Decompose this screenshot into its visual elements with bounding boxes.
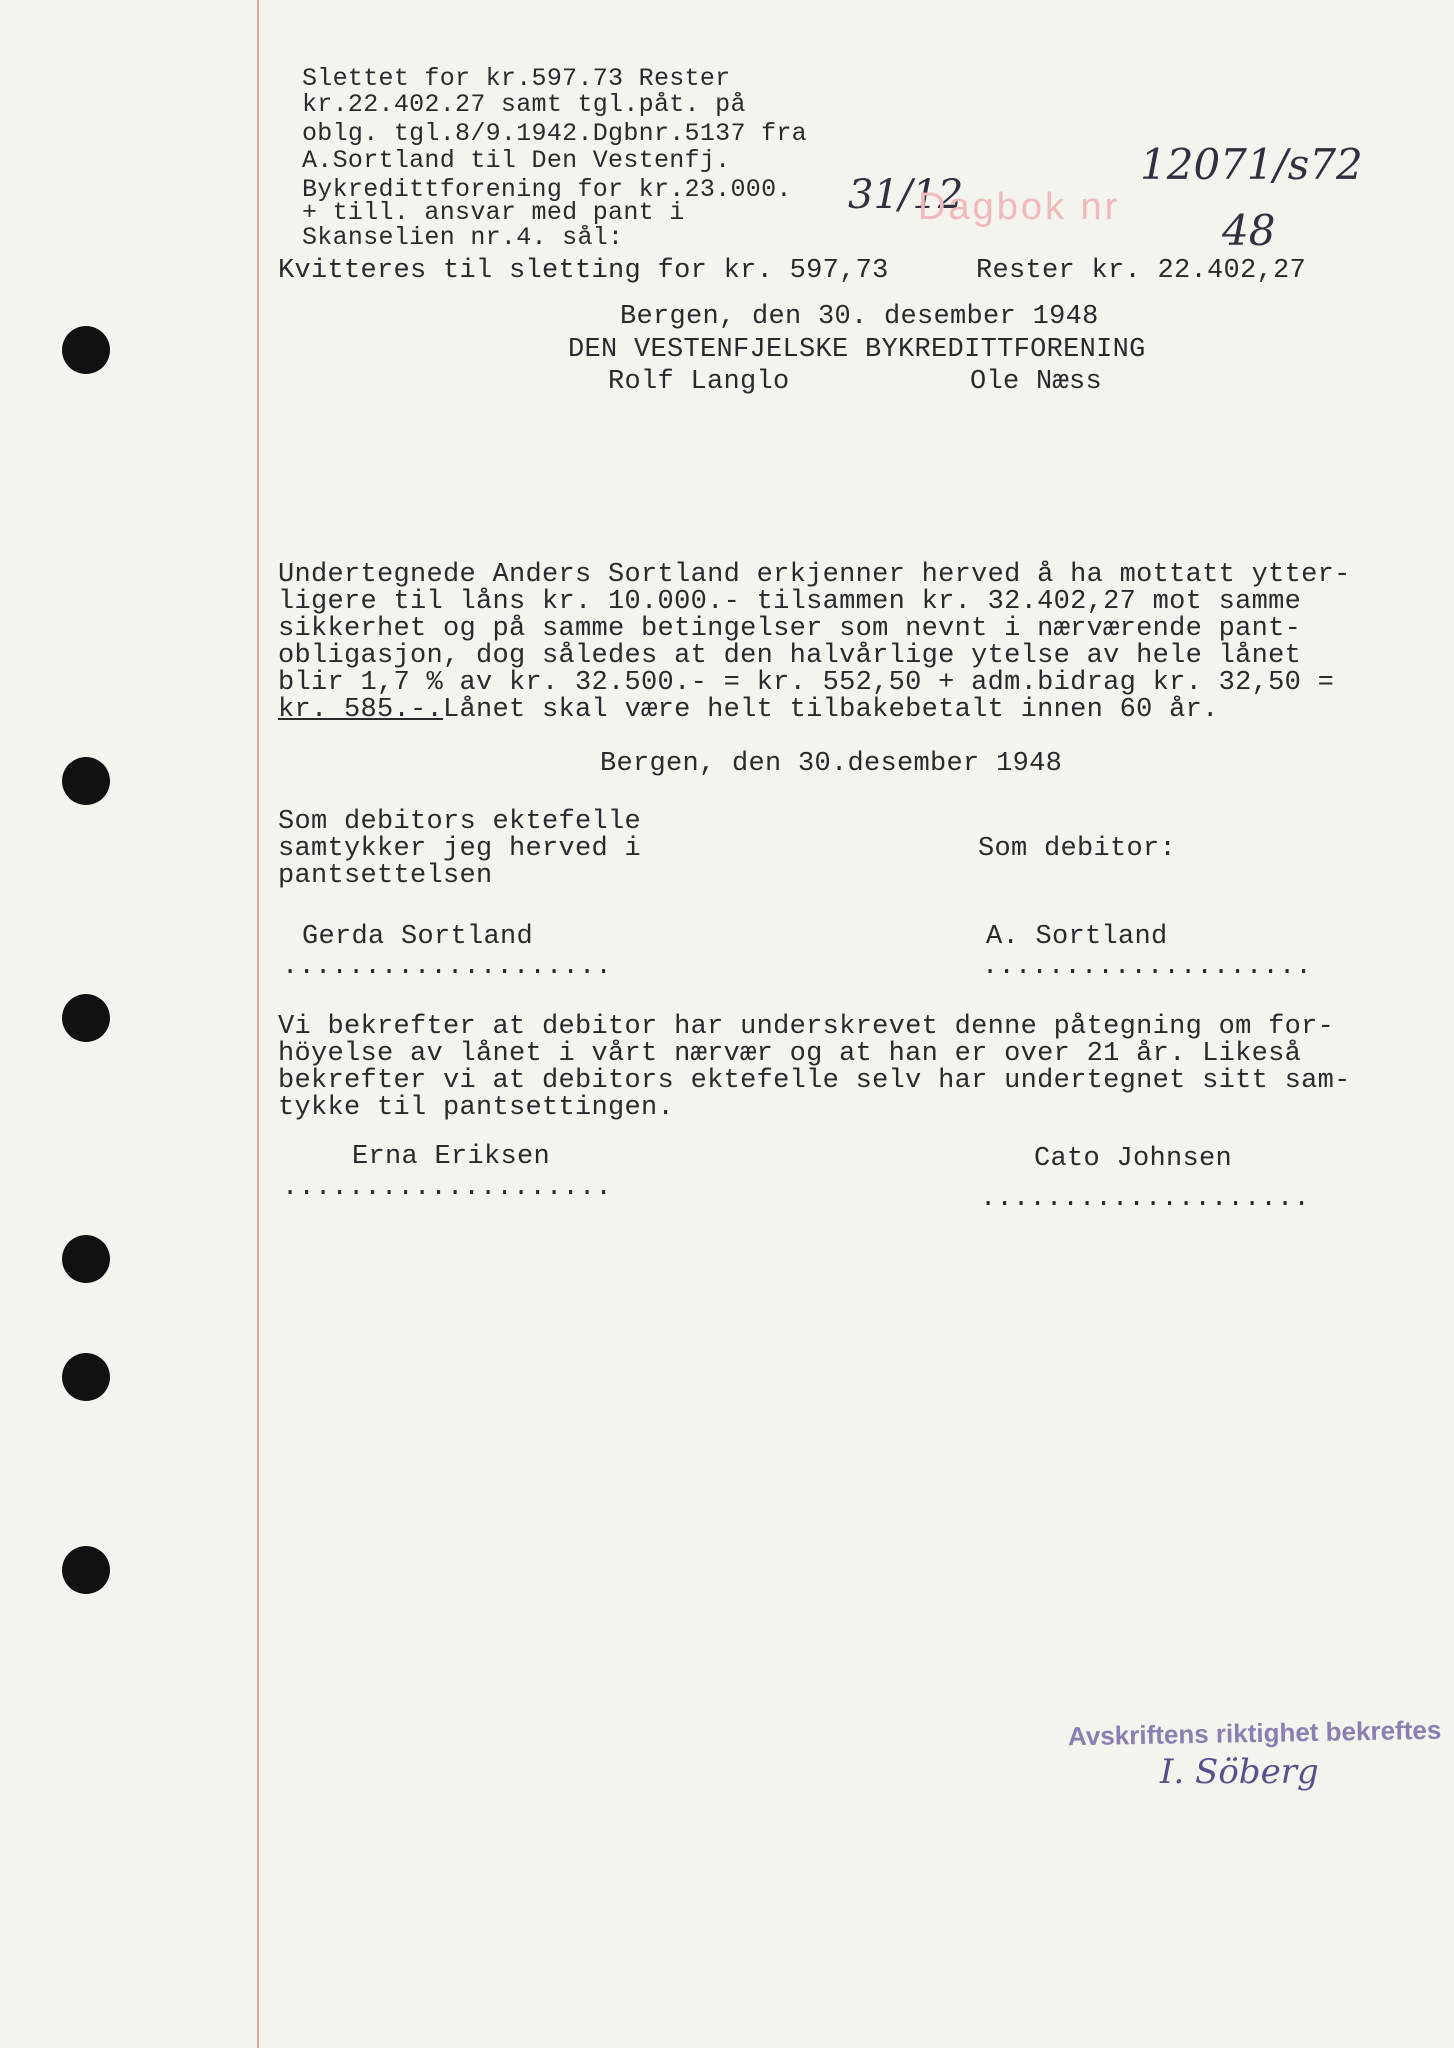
- cancellation-line: oblg. tgl.8/9.1942.Dgbnr.5137 fra: [302, 119, 807, 148]
- receipt-right: Rester kr. 22.402,27: [976, 256, 1307, 286]
- declaration-line: obligasjon, dog således at den halvårlige ytelse av hele lånet: [278, 641, 1302, 671]
- binder-hole: [62, 1546, 110, 1594]
- spouse-consent-line: pantsettelsen: [278, 861, 493, 891]
- place-date: Bergen, den 30. desember 1948: [620, 302, 1099, 332]
- journal-year: 48: [1222, 206, 1276, 255]
- margin-line: [257, 0, 259, 2048]
- witness-line: Vi bekrefter at debitor har underskrevet denne påtegning om for-: [278, 1012, 1335, 1042]
- total-amount: kr. 585.-.: [278, 695, 444, 725]
- signature-line: ....................: [982, 952, 1313, 982]
- declaration-line: sikkerhet og på samme betingelser som nevnt i nærværende pant-: [278, 614, 1302, 644]
- institution-name: DEN VESTENFJELSKE BYKREDITTFORENING: [568, 335, 1146, 365]
- dagbok-stamp: Dagbok nr: [918, 186, 1121, 228]
- declaration-line: blir 1,7 % av kr. 32.500.- = kr. 552,50 + adm.bidrag kr. 32,50 =: [278, 668, 1335, 698]
- witness-line: tykke til pantsettingen.: [278, 1093, 675, 1123]
- binder-hole: [62, 1353, 110, 1401]
- declaration-place-date: Bergen, den 30.desember 1948: [600, 749, 1063, 779]
- cancellation-line: Slettet for kr.597.73 Rester: [302, 64, 731, 93]
- signature-line: ....................: [980, 1184, 1311, 1214]
- binder-hole: [62, 757, 110, 805]
- debtor-name: A. Sortland: [986, 922, 1168, 952]
- cancellation-line: + till. ansvar med pant i: [302, 198, 685, 227]
- cancellation-line: A.Sortland til Den Vestenfj.: [302, 146, 731, 175]
- cancellation-line: kr.22.402.27 samt tgl.påt. på: [302, 90, 746, 119]
- declaration-line: Undertegnede Anders Sortland erkjenner herved å ha mottatt ytter-: [278, 560, 1351, 590]
- declaration-last-line: [278, 697, 1219, 724]
- signer-left: Rolf Langlo: [608, 367, 790, 397]
- certifier-signature: I. Söberg: [1160, 1752, 1319, 1792]
- witness-line: bekrefter vi at debitors ektefelle selv har undertegnet sitt sam-: [278, 1066, 1351, 1096]
- spouse-name: Gerda Sortland: [302, 922, 534, 952]
- witness-left-name: Erna Eriksen: [352, 1142, 551, 1172]
- signature-line: ....................: [282, 952, 613, 982]
- journal-number: 12071/s72: [1140, 140, 1363, 189]
- signature-line: ....................: [282, 1173, 613, 1203]
- witness-right-name: Cato Johnsen: [1034, 1144, 1233, 1174]
- debtor-label: Som debitor:: [978, 834, 1177, 864]
- receipt-left: Kvitteres til sletting for kr. 597,73: [278, 256, 889, 286]
- binder-hole: [62, 1235, 110, 1283]
- cancellation-line: Skanselien nr.4. sål:: [302, 223, 624, 252]
- binder-hole: [62, 994, 110, 1042]
- repayment-terms: Lånet skal være helt tilbakebetalt innen 60 år.: [443, 695, 1219, 725]
- cancellation-line: Bykredittforening for kr.23.000.: [302, 175, 792, 204]
- binder-hole: [62, 326, 110, 374]
- witness-line: höyelse av lånet i vårt nærvær og at han er over 21 år. Likeså: [278, 1039, 1302, 1069]
- signer-right: Ole Næss: [970, 367, 1103, 397]
- spouse-consent-line: samtykker jeg herved i: [278, 834, 642, 864]
- date-fraction: 31/12: [848, 172, 964, 218]
- declaration-line: ligere til låns kr. 10.000.- tilsammen kr. 32.402,27 mot samme: [278, 587, 1302, 617]
- spouse-consent-line: Som debitors ektefelle: [278, 807, 642, 837]
- certification-stamp: Avskriftens riktighet bekreftes: [1067, 1714, 1442, 1752]
